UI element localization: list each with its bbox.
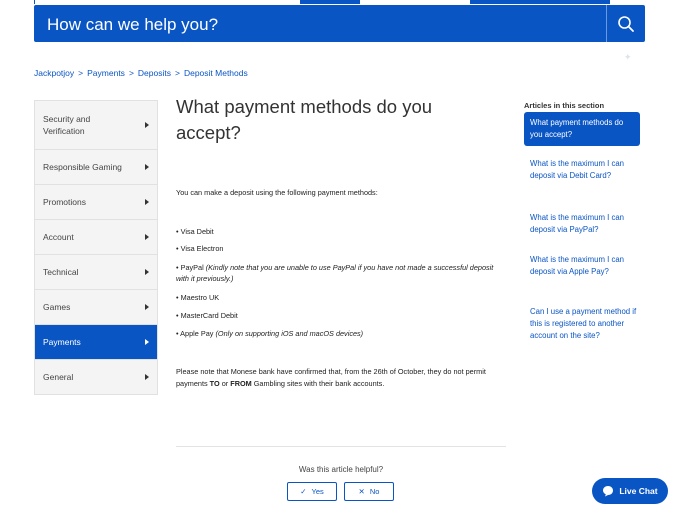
chevron-right-icon [145, 199, 149, 205]
breadcrumb-separator: > [174, 68, 180, 78]
sidebar-item-label: Account [43, 232, 74, 242]
chevron-right-icon [145, 122, 149, 128]
header-tab-stub [300, 0, 360, 4]
sidebar-item-promotions[interactable] [35, 185, 157, 220]
breadcrumb-deposit-methods[interactable]: Deposit Methods [183, 68, 248, 78]
payment-method-name: • MasterCard Debit [176, 311, 238, 320]
section-article-link[interactable]: What is the maximum I can deposit via Apple Pay? [530, 255, 625, 276]
payment-method-item [176, 310, 506, 321]
breadcrumb-separator: > [128, 68, 134, 78]
breadcrumb-payments[interactable]: Payments [87, 68, 125, 78]
payment-method-note: (Only on supporting iOS and macOS devices) [215, 329, 364, 338]
sidebar-item-label: Payments [43, 337, 81, 347]
sidebar-item-account[interactable] [35, 220, 157, 255]
sidebar-item-label: Games [43, 302, 71, 312]
chat-icon [602, 485, 614, 497]
payment-method-item [176, 292, 506, 303]
search-icon [617, 15, 635, 33]
breadcrumb-deposits[interactable]: Deposits [137, 68, 171, 78]
section-articles-heading: Articles in this section [524, 101, 605, 110]
chevron-right-icon [145, 269, 149, 275]
decorative-star-icon: ✦ [624, 52, 632, 62]
payment-method-name: • Maestro UK [176, 293, 220, 302]
monese-note [176, 366, 506, 390]
chevron-right-icon [145, 164, 149, 170]
header-tab-stub [34, 0, 35, 4]
sidebar-item-label: Responsible Gaming [43, 162, 122, 172]
section-article-link[interactable]: What is the maximum I can deposit via PayPal? [530, 213, 625, 234]
live-chat-button[interactable] [592, 478, 668, 504]
breadcrumb-separator: > [78, 68, 84, 78]
search-bar [34, 5, 645, 42]
header-tab-stub [470, 0, 610, 4]
live-chat-label: Live Chat [619, 486, 658, 496]
note-text: Please note that Monese bank have confirmed that, from the 26th of October, they do not permit payments [176, 367, 486, 388]
close-icon: ✕ [358, 487, 365, 496]
article-header [176, 94, 506, 146]
sidebar-item-responsible-gaming[interactable] [35, 150, 157, 185]
vote-no-button[interactable] [344, 482, 394, 501]
sidebar-item-general[interactable] [35, 360, 157, 394]
payment-method-item [176, 328, 506, 339]
payment-method-name: • PayPal [176, 263, 204, 272]
section-article-link[interactable]: What payment methods do you accept? [524, 112, 640, 146]
payment-method-name: • Visa Electron [176, 244, 224, 253]
note-text: Gambling sites with their bank accounts. [251, 379, 385, 388]
sidebar-item-label: Security and Verification [43, 114, 91, 136]
vote-yes-label: Yes [311, 487, 324, 496]
sidebar-item-label: Promotions [43, 197, 86, 207]
chevron-right-icon [145, 374, 149, 380]
chevron-right-icon [145, 339, 149, 345]
payment-method-item [176, 226, 506, 237]
note-emphasis: FROM [230, 379, 252, 388]
sidebar-item-payments[interactable] [35, 325, 157, 360]
helpful-question: Was this article helpful? [298, 465, 384, 474]
check-icon: ✓ [300, 487, 307, 496]
divider [176, 446, 506, 447]
sidebar-item-label: General [43, 372, 74, 382]
vote-no-label: No [369, 487, 380, 496]
note-text: or [219, 379, 231, 388]
note-emphasis: TO [209, 379, 220, 388]
search-input[interactable] [45, 11, 609, 39]
breadcrumb [34, 68, 248, 78]
payment-method-name: • Apple Pay [176, 329, 214, 338]
section-article-link[interactable]: What is the maximum I can deposit via Debit Card? [530, 159, 625, 180]
sidebar-item-security[interactable] [35, 101, 157, 150]
payment-method-item [176, 243, 506, 254]
breadcrumb-home[interactable]: Jackpotjoy [34, 68, 75, 78]
article-title: What payment methods do you accept? [176, 96, 433, 143]
payment-method-name: • Visa Debit [176, 227, 214, 236]
chevron-right-icon [145, 234, 149, 240]
section-article-link[interactable]: Can I use a payment method if this is registered to another account on the site? [530, 307, 637, 340]
chevron-right-icon [145, 304, 149, 310]
sidebar-item-label: Technical [43, 267, 79, 277]
sidebar-item-technical[interactable] [35, 255, 157, 290]
article-intro: You can make a deposit using the following payment methods: [176, 188, 378, 197]
category-sidebar [34, 100, 158, 395]
vote-yes-button[interactable] [287, 482, 337, 501]
search-button[interactable] [606, 5, 645, 42]
payment-method-note: (Kindly note that you are unable to use PayPal if you have not made a successful deposit with it previously.) [176, 263, 494, 283]
sidebar-item-games[interactable] [35, 290, 157, 325]
payment-method-item [176, 262, 506, 284]
